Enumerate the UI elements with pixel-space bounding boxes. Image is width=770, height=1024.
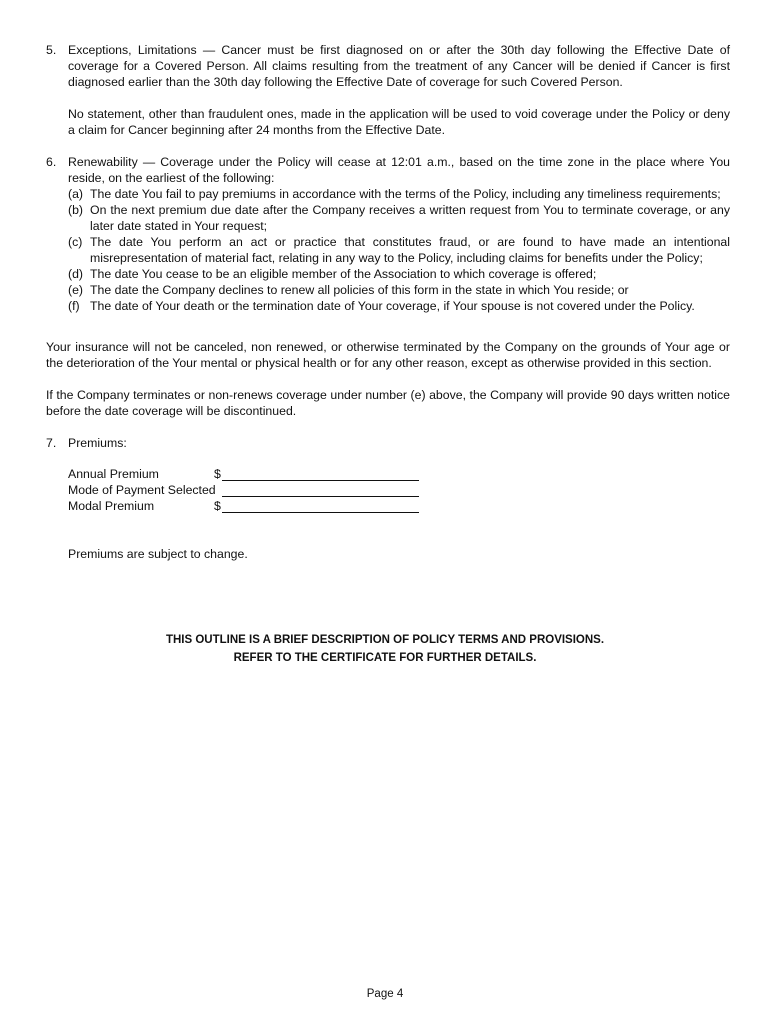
list-item: [68, 234, 730, 266]
list-item-letter: (e): [68, 283, 84, 297]
list-item-text: The date You perform an act or practice that constitutes fraud, or are found to have made an intentional misrepresentation of material fact, relating in any way to the Policy, including claims for benefits under the Policy;: [90, 235, 730, 265]
list-item: [68, 186, 730, 202]
premium-note: Premiums are subject to change.: [68, 547, 248, 561]
section-6-list: [68, 186, 730, 314]
outline-notice-line-2: REFER TO THE CERTIFICATE FOR FURTHER DETAILS.: [233, 652, 537, 664]
list-item: [68, 298, 730, 314]
section-5: [46, 42, 730, 138]
page-number: Page 4: [366, 988, 404, 1000]
list-item: [68, 282, 730, 298]
list-item: [68, 202, 730, 234]
section-5-text-2: No statement, other than fraudulent ones, made in the application will be used to void coverage under the Policy or deny a claim for Cancer beginning after 24 months from the Effective Date.: [68, 107, 730, 137]
section-6: [46, 154, 730, 314]
list-item-text: The date You cease to be an eligible member of the Association to which coverage is offered;: [90, 267, 597, 281]
dollar-sign: $: [214, 499, 221, 513]
list-item: [68, 266, 730, 282]
list-item-text: The date the Company declines to renew all policies of this form in the state in which You reside; or: [90, 283, 629, 297]
list-item-letter: (d): [68, 267, 84, 281]
section-6-intro: Renewability — Coverage under the Policy will cease at 12:01 a.m., based on the time zone in the place where You reside, on the earliest of the following:: [68, 155, 730, 185]
list-item-letter: (c): [68, 235, 83, 249]
section-5-number: 5.: [46, 43, 57, 57]
payment-mode-field[interactable]: [222, 496, 419, 497]
dollar-sign: $: [214, 467, 221, 481]
termination-paragraph: Your insurance will not be canceled, non renewed, or otherwise terminated by the Company on the grounds of Your age or the deterioration of the Your mental or physical health or for any other reason, except as otherwise provided in this section.: [46, 340, 730, 370]
section-7-number: 7.: [46, 436, 57, 450]
modal-premium-field[interactable]: [222, 512, 419, 513]
payment-mode-label: Mode of Payment Selected: [68, 483, 216, 497]
list-item-text: The date You fail to pay premiums in accordance with the terms of the Policy, including any timeliness requirements;: [90, 187, 721, 201]
section-6-number: 6.: [46, 155, 57, 169]
list-item-letter: (f): [68, 299, 80, 313]
section-5-text: Exceptions, Limitations — Cancer must be first diagnosed on or after the 30th day following the Effective Date of coverage for a Covered Person. All claims resulting from the treatment of any Cancer will be denied if Cancer is first diagnosed earlier than the 30th day following the Effective Date of coverage for such Covered Person.: [68, 43, 730, 89]
annual-premium-label: Annual Premium: [68, 467, 159, 481]
list-item-letter: (a): [68, 187, 84, 201]
section-7: [46, 435, 730, 451]
outline-notice-line-1: THIS OUTLINE IS A BRIEF DESCRIPTION OF POLICY TERMS AND PROVISIONS.: [165, 634, 605, 646]
list-item-text: On the next premium due date after the Company receives a written request from You to terminate coverage, or any later date stated in Your request;: [90, 203, 730, 233]
annual-premium-field[interactable]: [222, 480, 419, 481]
modal-premium-label: Modal Premium: [68, 499, 155, 513]
section-7-title: Premiums:: [68, 436, 127, 450]
list-item-letter: (b): [68, 203, 84, 217]
notice-paragraph: If the Company terminates or non-renews coverage under number (e) above, the Company will provide 90 days written notice before the date coverage will be discontinued.: [46, 388, 730, 418]
list-item-text: The date of Your death or the termination date of Your coverage, if Your spouse is not covered under the Policy.: [90, 299, 695, 313]
